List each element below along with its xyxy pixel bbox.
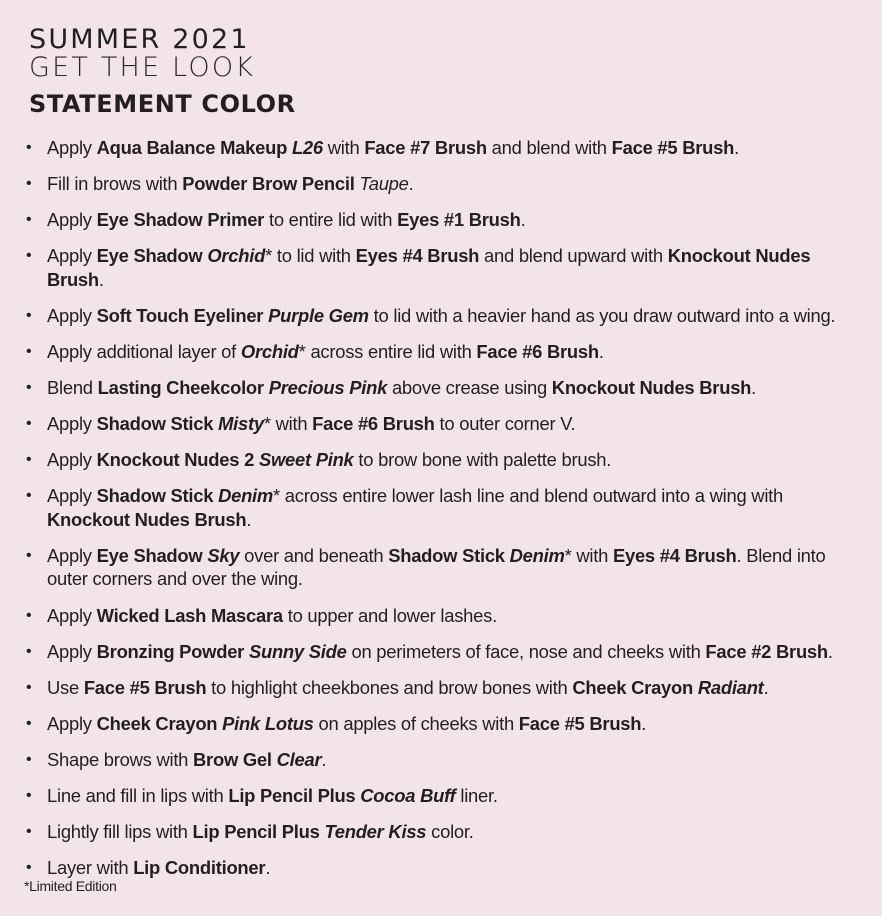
step-text-segment: Face #2 Brush	[705, 640, 828, 662]
step-text-segment: Eyes #4 Brush	[355, 245, 480, 267]
step-text-segment: Lip Pencil Plus	[192, 821, 325, 843]
step-text-segment: Apply	[47, 449, 97, 471]
step-text-segment: Misty	[218, 413, 264, 435]
step-text-segment: Denim	[509, 544, 565, 566]
step-item	[22, 784, 867, 808]
step-text-segment: Apply	[47, 209, 97, 231]
step-text-segment: Taupe	[359, 173, 409, 195]
header	[29, 26, 296, 118]
step-text-segment: Knockout Nudes Brush	[551, 377, 752, 399]
step-text-segment: Knockout Nudes Brush	[47, 245, 811, 290]
step-text-segment: Denim	[218, 485, 274, 507]
step-text-segment: Pink Lotus	[222, 712, 314, 734]
bullet-icon: •	[26, 306, 32, 324]
step-text-segment: Shadow Stick	[96, 413, 219, 435]
bullet-icon: •	[26, 606, 32, 624]
step-item	[22, 712, 867, 736]
bullet-icon: •	[26, 247, 32, 265]
step-text-segment: to upper and lower lashes.	[282, 604, 497, 626]
step-text-segment: Apply	[47, 712, 97, 734]
bullet-icon: •	[26, 487, 32, 505]
step-item	[22, 484, 867, 531]
step-text-segment: Brow Gel	[193, 748, 277, 770]
step-text-segment: over and beneath	[239, 544, 389, 566]
step-text-segment: .	[734, 137, 739, 158]
step-text-segment: Eye Shadow Primer	[96, 209, 265, 231]
step-text-segment: * across entire lid with	[298, 340, 477, 362]
step-text-segment: Clear	[276, 748, 322, 770]
step-text-segment: Cheek Crayon	[572, 676, 698, 698]
bullet-icon: •	[26, 379, 32, 397]
step-text-segment: Line and fill in lips with	[47, 785, 229, 806]
step-text-segment: on perimeters of face, nose and cheeks with	[346, 640, 706, 662]
bullet-icon: •	[26, 211, 32, 229]
step-text-segment: Soft Touch Eyeliner	[96, 304, 269, 326]
step-item	[22, 448, 867, 472]
step-item	[22, 856, 867, 880]
step-text-segment: .	[598, 340, 604, 362]
bullet-icon: •	[26, 342, 32, 360]
bullet-icon: •	[26, 750, 32, 768]
step-text-segment: * with	[263, 413, 313, 435]
step-text-segment: Knockout Nudes Brush	[47, 508, 247, 530]
step-text-segment: Purple Gem	[268, 304, 369, 326]
step-text-segment: above crease using	[387, 377, 552, 399]
bullet-icon: •	[26, 175, 32, 193]
step-text-segment: color.	[426, 821, 474, 843]
step-text-segment: Eyes #4 Brush	[612, 544, 737, 566]
step-item	[22, 748, 867, 772]
step-text-segment: Eyes #1 Brush	[397, 209, 521, 231]
step-text-segment: * to lid with	[265, 245, 356, 267]
step-text-segment: .	[827, 640, 833, 662]
step-text-segment: to lid with a heavier hand as you draw outward into a wing.	[368, 304, 836, 326]
step-text-segment: Radiant	[697, 676, 764, 698]
step-text-segment: to outer corner V.	[434, 413, 576, 435]
step-text-segment: * with	[564, 544, 613, 566]
step-text-segment: to entire lid with	[264, 209, 398, 231]
step-text-segment: Apply	[47, 137, 97, 158]
step-text-segment: .	[641, 712, 647, 734]
step-text-segment: Eye Shadow	[96, 245, 208, 267]
step-text-segment: Lasting Cheekcolor	[97, 377, 269, 399]
step-text-segment: .	[408, 173, 414, 195]
step-text-segment: Shadow Stick	[96, 485, 219, 507]
step-item	[22, 172, 867, 196]
steps-list	[22, 136, 867, 892]
step-text-segment: on apples of cheeks with	[313, 712, 519, 734]
step-text-segment: Cheek Crayon	[96, 712, 223, 734]
step-text-segment: Shape brows with	[47, 748, 194, 770]
step-text-segment: Apply	[47, 413, 97, 435]
step-item	[22, 136, 867, 160]
step-text-segment: Use	[47, 676, 84, 698]
season-heading: SUMMER 2021	[29, 24, 250, 55]
step-item	[22, 304, 867, 328]
step-text-segment: .	[751, 377, 757, 399]
step-text-segment: Apply additional layer of	[47, 340, 241, 362]
step-item	[22, 676, 867, 700]
step-text-segment: .	[98, 268, 104, 290]
step-text-segment: Face #6 Brush	[312, 413, 435, 435]
bullet-icon: •	[26, 451, 32, 469]
step-item	[22, 604, 867, 628]
step-text-segment: Face #5 Brush	[611, 137, 735, 158]
step-item	[22, 412, 867, 436]
step-text-segment: Powder Brow Pencil	[182, 173, 360, 195]
step-text-segment: Layer with	[47, 857, 134, 879]
step-text-segment: Face #5 Brush	[518, 712, 642, 734]
bullet-icon: •	[26, 642, 32, 660]
step-text-segment: Orchid	[240, 340, 299, 362]
step-text-segment: Blend	[47, 377, 98, 399]
step-text-segment: Sky	[207, 544, 240, 566]
step-text-segment: .	[763, 676, 769, 698]
step-text-segment: Wicked Lash Mascara	[96, 604, 283, 626]
step-text-segment: Aqua Balance Makeup	[96, 137, 292, 158]
look-title: STATEMENT COLOR	[29, 90, 296, 118]
step-text-segment: .	[265, 857, 271, 879]
step-text-segment: Apply	[47, 544, 97, 566]
step-text-segment: Tender Kiss	[324, 821, 427, 843]
step-text-segment: to highlight cheekbones and brow bones with	[206, 676, 573, 698]
step-text-segment: Sunny Side	[248, 640, 347, 662]
step-text-segment: Sweet Pink	[258, 449, 354, 471]
step-item	[22, 208, 867, 232]
bullet-icon: •	[26, 678, 32, 696]
get-the-look-heading: GET THE LOOK	[29, 52, 256, 83]
bullet-icon: •	[26, 823, 32, 841]
bullet-icon: •	[26, 787, 32, 804]
step-item	[22, 544, 867, 591]
step-item	[22, 340, 867, 364]
step-text-segment: Cocoa Buff	[360, 785, 456, 806]
step-text-segment: Face #5 Brush	[83, 676, 207, 698]
step-text-segment: and blend with	[486, 137, 612, 158]
step-text-segment: Face #7 Brush	[364, 137, 487, 158]
step-text-segment: Orchid	[207, 245, 266, 267]
step-text-segment: Apply	[47, 640, 97, 662]
step-text-segment: * across entire lower lash line and blend outward into a wing with	[273, 485, 783, 507]
bullet-icon: •	[26, 139, 32, 156]
step-item	[22, 640, 867, 664]
step-text-segment: .	[321, 748, 327, 770]
step-text-segment: Precious Pink	[268, 377, 388, 399]
step-text-segment: L26	[291, 137, 323, 158]
step-text-segment: Apply	[47, 245, 97, 267]
bullet-icon: •	[26, 546, 32, 564]
step-item	[22, 376, 867, 400]
step-text-segment: Lightly fill lips with	[47, 821, 193, 843]
step-text-segment: Apply	[47, 485, 97, 507]
step-item	[22, 244, 867, 291]
step-text-segment: Fill in brows with	[47, 173, 183, 195]
footnote: *Limited Edition	[24, 878, 117, 894]
step-text-segment: Apply	[47, 604, 97, 626]
step-item	[22, 820, 867, 844]
step-text-segment: .	[246, 508, 252, 530]
step-text-segment: to brow bone with palette brush.	[353, 449, 612, 471]
step-text-segment: liner.	[455, 785, 498, 806]
bullet-icon: •	[26, 415, 32, 433]
step-text-segment: .	[520, 209, 526, 231]
bullet-icon: •	[26, 714, 32, 732]
step-text-segment: Bronzing Powder	[96, 640, 249, 662]
step-text-segment: Face #6 Brush	[476, 340, 599, 362]
step-text-segment: Eye Shadow	[96, 544, 208, 566]
step-text-segment: Apply	[47, 304, 97, 326]
step-text-segment: . Blend into outer corners and over the wing.	[47, 544, 826, 590]
bullet-icon: •	[26, 859, 32, 877]
step-text-segment: with	[322, 137, 365, 158]
step-text-segment: Shadow Stick	[388, 544, 510, 566]
step-text-segment: Lip Conditioner	[133, 857, 266, 879]
step-text-segment: and blend upward with	[479, 245, 668, 267]
step-text-segment: Knockout Nudes 2	[96, 449, 259, 471]
step-text-segment: Lip Pencil Plus	[228, 785, 361, 806]
